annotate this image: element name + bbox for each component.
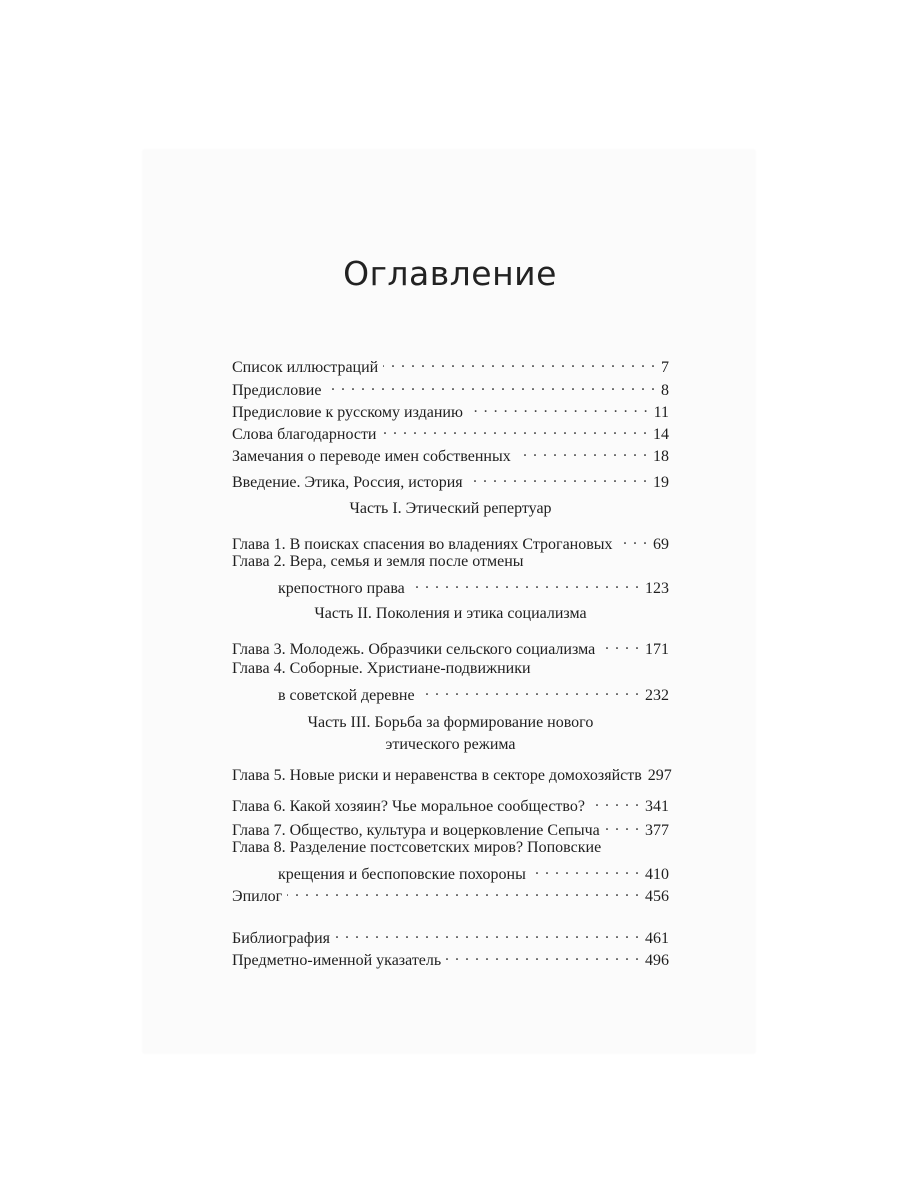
leader-dots	[383, 354, 656, 372]
toc-entry-title: крещения и беспоповские похороны	[278, 866, 526, 883]
toc-entry-title: Глава 7. Общество, культура и воцерковление Сепыча	[232, 822, 600, 839]
toc-entry	[232, 883, 669, 906]
toc-entry	[232, 925, 669, 948]
toc-entry-page: 456	[645, 888, 669, 905]
toc-entry-page: 7	[661, 359, 669, 376]
leader-dots	[287, 883, 640, 901]
leader-dots	[618, 531, 648, 549]
toc-entry-page: 496	[645, 952, 669, 969]
part-heading: Часть II. Поколения и этика социализма	[314, 605, 587, 622]
toc-entry	[232, 377, 669, 400]
toc-entry-page: 171	[645, 641, 669, 658]
toc-entry-title-line: Глава 8. Разделение постсоветских миров? Поповские	[232, 839, 602, 856]
leader-dots	[420, 682, 640, 700]
toc-entry-page: 232	[645, 687, 669, 704]
toc-entry	[232, 354, 669, 377]
leader-dots	[382, 421, 649, 439]
leader-dots	[600, 636, 640, 654]
toc-entry-title-line: Глава 2. Вера, семья и земля после отмены	[232, 553, 524, 570]
leader-dots	[605, 817, 640, 835]
toc-entry	[278, 861, 669, 884]
toc-entry-title: Введение. Этика, Россия, история	[232, 474, 463, 491]
toc-entry	[232, 636, 669, 659]
toc-entry-title: Список иллюстраций	[232, 359, 379, 376]
part-heading: Часть III. Борьба за формирование нового	[307, 714, 594, 731]
toc-entry-title: Замечания о переводе имен собственных	[232, 448, 511, 465]
toc-entry-title: Предисловие	[232, 382, 322, 399]
toc-entry-page: 18	[653, 448, 669, 465]
toc-entry-title: Эпилог	[232, 888, 283, 905]
toc-entry-title: Глава 3. Молодежь. Образчики сельского социализма	[232, 641, 596, 658]
toc-entry	[232, 421, 669, 444]
part-heading: этического режима	[385, 736, 516, 753]
toc-entry	[232, 947, 669, 970]
toc-entry-page: 8	[661, 382, 669, 399]
leader-dots	[410, 575, 640, 593]
toc-entry-title: крепостного права	[278, 580, 405, 597]
leader-dots	[446, 947, 640, 965]
toc-entry	[278, 682, 669, 705]
toc-entry-title-line: Глава 4. Соборные. Христиане-подвижники	[232, 660, 531, 677]
toc-entry	[232, 399, 669, 422]
toc-entry-page: 69	[653, 536, 669, 553]
toc-entry	[232, 767, 672, 785]
toc-entry	[232, 817, 669, 840]
toc-entry-title: Слова благодарности	[232, 426, 377, 443]
toc-entry-page: 410	[645, 866, 669, 883]
page-title: Оглавление	[343, 254, 557, 294]
toc-entry	[232, 531, 669, 554]
toc-entry	[232, 443, 669, 466]
toc-entry-page: 123	[645, 580, 669, 597]
toc-entry-title: Глава 5. Новые риски и неравенства в секторе домохозяйств	[232, 767, 642, 784]
toc-entry-title: Предисловие к русскому изданию	[232, 404, 463, 421]
leader-dots	[468, 399, 649, 417]
leader-dots	[326, 377, 656, 395]
leader-dots	[590, 793, 640, 811]
toc-entry-page: 19	[653, 474, 669, 491]
toc-entry	[232, 469, 669, 492]
part-heading: Часть I. Этический репертуар	[349, 500, 552, 517]
toc-entry-title: в советской деревне	[278, 687, 415, 704]
toc-entry-page: 297	[647, 767, 672, 784]
toc-entry	[278, 575, 669, 598]
leader-dots	[468, 469, 648, 487]
leader-dots	[516, 443, 648, 461]
toc-entry-title: Глава 6. Какой хозяин? Чье моральное сообщество?	[232, 798, 585, 815]
toc-entry-page: 341	[645, 798, 669, 815]
toc-entry-title: Библиография	[232, 930, 330, 947]
leader-dots	[531, 861, 640, 879]
leader-dots	[335, 925, 640, 943]
toc-entry	[232, 793, 669, 816]
toc-entry-page: 461	[645, 930, 669, 947]
toc-entry-title: Глава 1. В поисках спасения во владениях Строгановых	[232, 536, 613, 553]
toc-entry-page: 11	[653, 404, 669, 421]
toc-entry-page: 14	[653, 426, 669, 443]
toc-entry-title: Предметно-именной указатель	[232, 952, 442, 969]
toc-entry-page: 377	[645, 822, 669, 839]
